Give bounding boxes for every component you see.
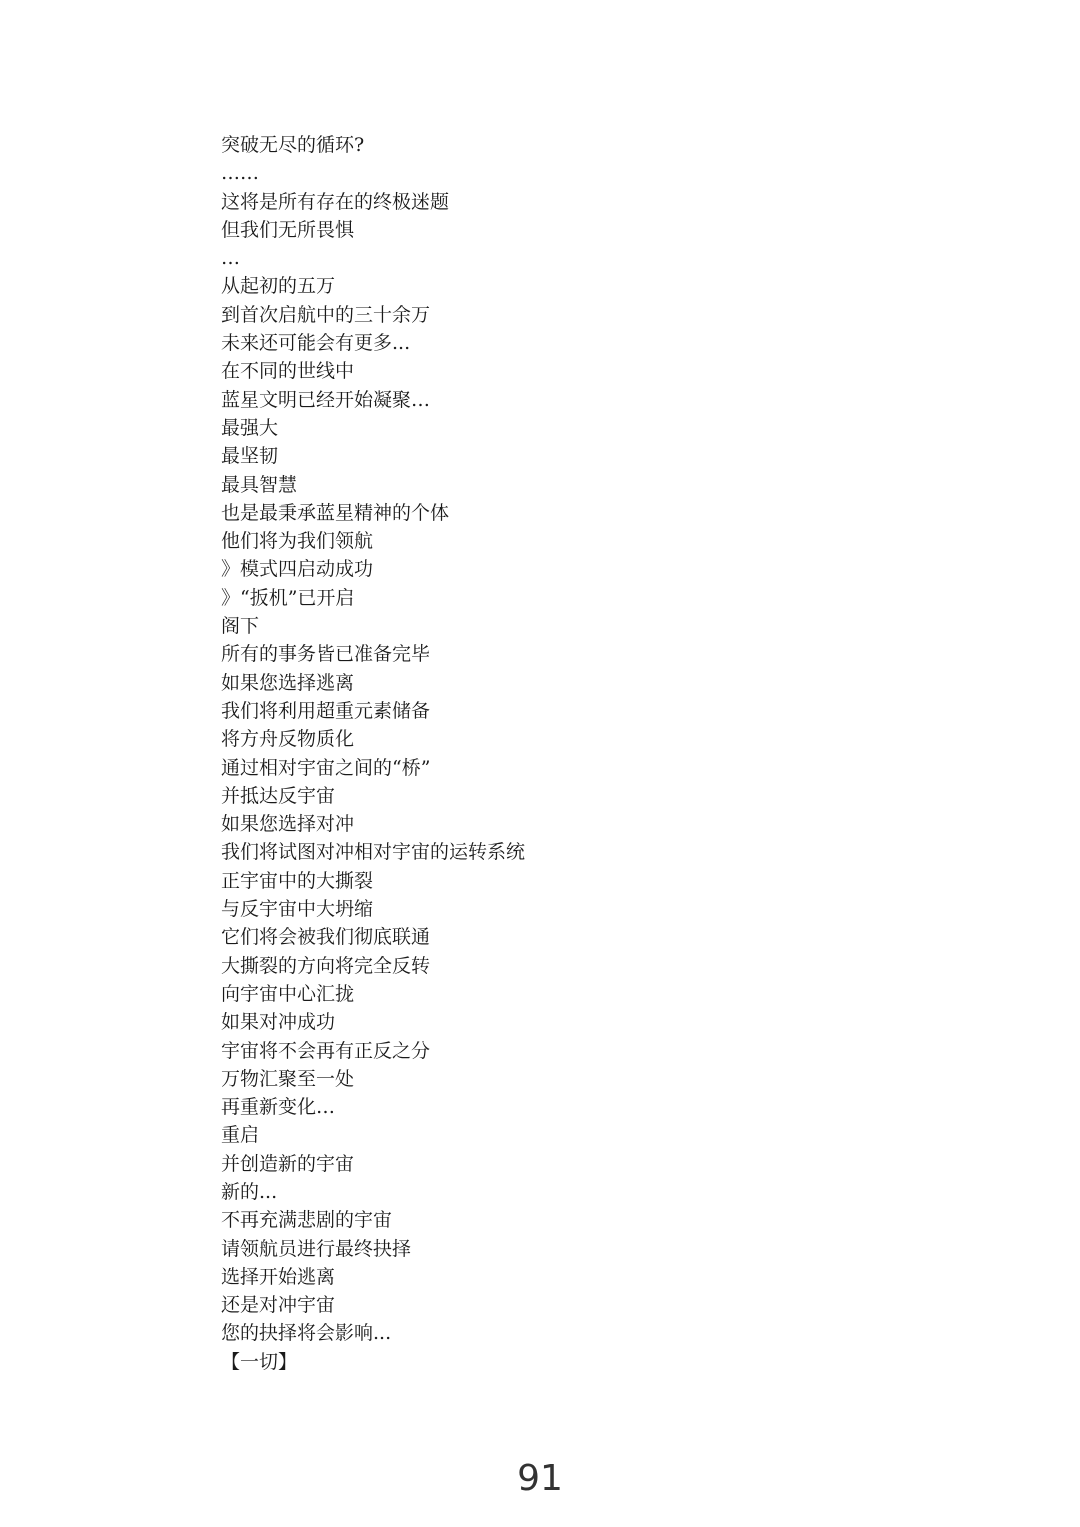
text-line: 他们将为我们领航 [221, 530, 374, 553]
text-line: 正宇宙中的大撕裂 [221, 869, 374, 892]
text-line: 并创造新的宇宙 [221, 1152, 355, 1175]
text-line: 它们将会被我们彻底联通 [221, 926, 431, 949]
text-line: 但我们无所畏惧 [221, 218, 355, 241]
text-line: 》“扳机”已开启 [221, 586, 355, 609]
text-line: 》模式四启动成功 [221, 558, 374, 581]
text-line: 这将是所有存在的终极迷题 [221, 190, 450, 213]
text-line: 也是最秉承蓝星精神的个体 [221, 501, 450, 524]
text-line: 选择开始逃离 [221, 1265, 336, 1288]
text-line: 未来还可能会有更多... [221, 332, 411, 355]
text-line: 如果对冲成功 [221, 1011, 336, 1034]
page-number: 91 [517, 1458, 563, 1499]
text-line: 最强大 [221, 416, 279, 439]
text-line: 请领航员进行最终抉择 [221, 1237, 412, 1260]
text-line: 最具智慧 [221, 473, 298, 496]
text-line: 通过相对宇宙之间的“桥” [221, 756, 431, 779]
text-line: 我们将利用超重元素储备 [221, 699, 431, 722]
text-line: 最坚韧 [221, 445, 279, 468]
text-line: 到首次启航中的三十余万 [221, 303, 431, 326]
text-line: 再重新变化… [221, 1096, 336, 1119]
text-line: 并抵达反宇宙 [221, 784, 336, 807]
text-line: 突破无尽的循环? [221, 134, 365, 156]
text-line: 与反宇宙中大坍缩 [221, 898, 374, 921]
text-line: 还是对冲宇宙 [221, 1294, 336, 1317]
body-text [221, 131, 1021, 1376]
text-line: 【一切】 [221, 1350, 298, 1373]
text-line: 向宇宙中心汇拢 [221, 982, 355, 1005]
text-line: 蓝星文明已经开始凝聚… [221, 388, 431, 411]
text-line: 万物汇聚至一处 [221, 1067, 355, 1090]
text-line: 新的... [221, 1180, 278, 1203]
text-line: 阁下 [221, 615, 260, 638]
text-line: 将方舟反物质化 [221, 728, 355, 751]
text-line: …… [221, 162, 259, 185]
text-line: 如果您选择逃离 [221, 671, 355, 694]
text-line: 在不同的世线中 [221, 360, 355, 383]
text-line: 不再充满悲剧的宇宙 [221, 1209, 393, 1232]
text-line: 我们将试图对冲相对宇宙的运转系统 [221, 841, 526, 864]
text-line: 宇宙将不会再有正反之分 [221, 1039, 431, 1062]
text-line: … [221, 247, 240, 270]
text-line: 所有的事务皆已准备完毕 [221, 643, 431, 666]
text-line: 如果您选择对冲 [221, 813, 355, 836]
text-line: 大撕裂的方向将完全反转 [221, 954, 431, 977]
text-line: 从起初的五万 [221, 275, 336, 298]
text-line: 重启 [221, 1124, 260, 1147]
text-line: 您的抉择将会影响... [221, 1322, 392, 1345]
